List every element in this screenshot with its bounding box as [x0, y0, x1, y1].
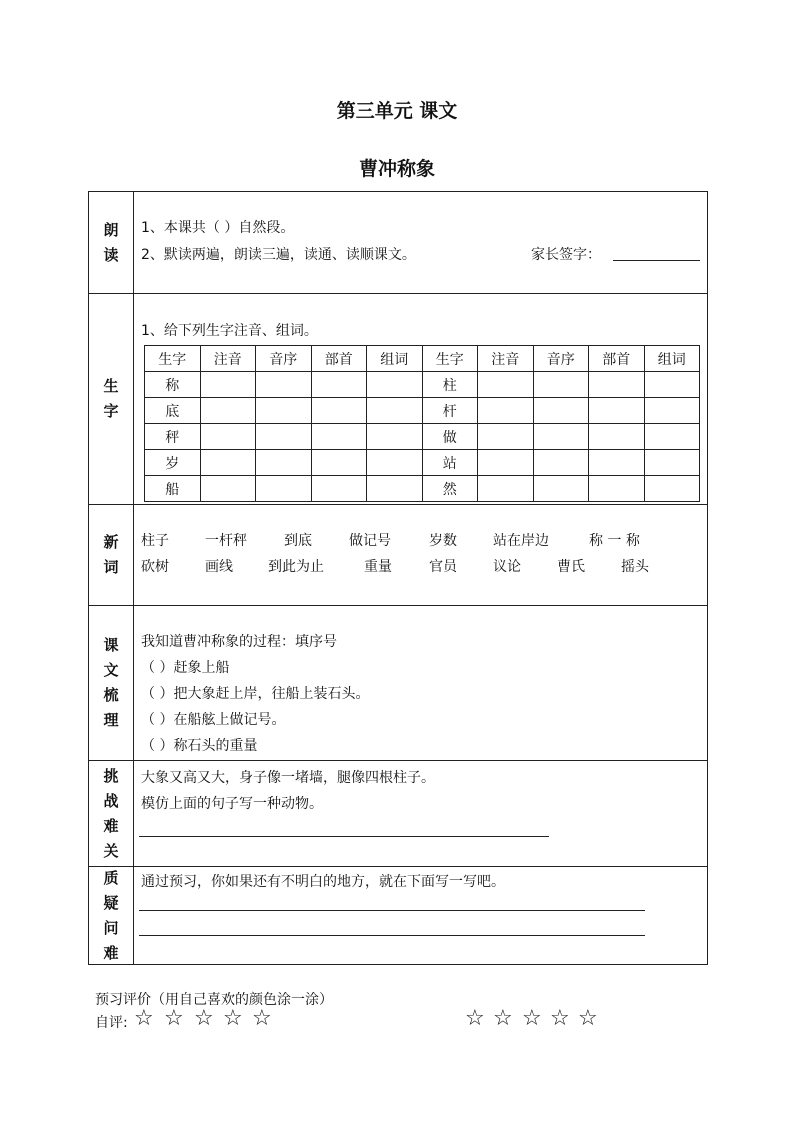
label-char: 文 — [103, 661, 119, 679]
outline-step[interactable]: （ ）在船舷上做记号。 — [141, 712, 286, 728]
grid-cell[interactable] — [533, 398, 589, 424]
questions-label — [89, 867, 134, 964]
unit-title: 第三单元 课文 — [336, 100, 458, 122]
grid-cell[interactable] — [256, 424, 312, 450]
grid-header: 组词 — [367, 346, 423, 372]
outline-label — [89, 606, 134, 760]
grid-cell[interactable] — [367, 476, 423, 502]
grid-cell[interactable] — [200, 372, 256, 398]
grid-cell[interactable] — [200, 450, 256, 476]
grid-header: 音序 — [256, 346, 312, 372]
reading-label — [89, 192, 134, 293]
label-char: 新 — [103, 533, 119, 551]
new-words-section — [89, 505, 707, 606]
word-item: 站在岸边 — [493, 533, 549, 549]
self-evaluation-label: 自评: — [95, 1015, 128, 1031]
grid-cell[interactable] — [256, 398, 312, 424]
label-char: 朗 — [103, 220, 119, 239]
grid-char: 秤 — [145, 424, 201, 450]
characters-label — [89, 294, 134, 504]
grid-header: 注音 — [478, 346, 534, 372]
star-icon[interactable]: ☆ — [164, 1006, 184, 1031]
grid-row — [145, 424, 700, 450]
word-item: 到此为止 — [268, 559, 324, 575]
question-answer-line[interactable] — [139, 935, 645, 936]
grid-cell[interactable] — [589, 476, 645, 502]
star-icon[interactable]: ☆ — [134, 1006, 154, 1031]
grid-row — [145, 398, 700, 424]
grid-cell[interactable] — [256, 372, 312, 398]
grid-cell[interactable] — [311, 476, 367, 502]
grid-char: 然 — [422, 476, 478, 502]
word-item: 画线 — [205, 559, 233, 575]
word-item: 曹氏 — [557, 559, 585, 575]
grid-header: 组词 — [644, 346, 700, 372]
grid-cell[interactable] — [589, 450, 645, 476]
grid-cell[interactable] — [367, 450, 423, 476]
signature-field[interactable] — [613, 260, 700, 261]
outline-intro: 我知道曹冲称象的过程：填序号 — [141, 634, 337, 650]
grid-header: 生字 — [145, 346, 201, 372]
grid-char: 站 — [422, 450, 478, 476]
outline-step[interactable]: （ ）赶象上船 — [141, 660, 230, 676]
word-item: 重量 — [364, 559, 392, 575]
word-item: 官员 — [429, 559, 457, 575]
grid-cell[interactable] — [589, 372, 645, 398]
characters-instruction: 1、给下列生字注音、组词。 — [141, 323, 318, 339]
grid-cell[interactable] — [256, 450, 312, 476]
grid-cell[interactable] — [478, 450, 534, 476]
grid-cell[interactable] — [311, 398, 367, 424]
grid-char: 岁 — [145, 450, 201, 476]
star-icon[interactable]: ☆ — [493, 1006, 513, 1031]
label-char: 理 — [103, 711, 119, 729]
grid-cell[interactable] — [589, 398, 645, 424]
word-item: 砍树 — [141, 559, 169, 575]
grid-cell[interactable] — [478, 424, 534, 450]
challenge-label — [89, 761, 134, 866]
word-item: 议论 — [493, 559, 521, 575]
signature-label: 家长签字： — [531, 247, 601, 263]
grid-header: 部首 — [311, 346, 367, 372]
word-item: 岁数 — [429, 533, 457, 549]
label-char: 问 — [103, 918, 119, 937]
word-item: 称 一 称 — [589, 533, 640, 549]
new-words-label — [89, 505, 134, 605]
grid-char: 船 — [145, 476, 201, 502]
grid-cell[interactable] — [589, 424, 645, 450]
grid-cell[interactable] — [200, 476, 256, 502]
grid-char: 底 — [145, 398, 201, 424]
label-char: 难 — [103, 816, 119, 835]
grid-cell[interactable] — [478, 476, 534, 502]
grid-cell[interactable] — [200, 424, 256, 450]
lesson-title: 曹冲称象 — [358, 158, 435, 180]
label-char: 生 — [103, 377, 119, 395]
word-item: 到底 — [284, 533, 312, 549]
grid-cell[interactable] — [311, 424, 367, 450]
reading-section — [89, 192, 707, 294]
grid-cell[interactable] — [533, 424, 589, 450]
grid-cell[interactable] — [644, 450, 700, 476]
word-item: 一杆秤 — [205, 533, 247, 549]
outline-step[interactable]: （ ）把大象赶上岸，往船上装石头。 — [141, 686, 370, 702]
grid-cell[interactable] — [644, 424, 700, 450]
grid-header: 注音 — [200, 346, 256, 372]
label-char: 挑 — [103, 766, 119, 785]
label-char: 课 — [103, 636, 119, 654]
grid-cell[interactable] — [311, 450, 367, 476]
word-item: 摇头 — [621, 559, 649, 575]
label-char: 字 — [103, 402, 119, 420]
label-char: 疑 — [103, 893, 119, 912]
grid-row — [145, 372, 700, 398]
grid-char: 称 — [145, 372, 201, 398]
star-icon[interactable]: ☆ — [550, 1006, 570, 1031]
grid-char: 柱 — [422, 372, 478, 398]
grid-cell[interactable] — [644, 476, 700, 502]
grid-cell[interactable] — [644, 398, 700, 424]
grid-cell[interactable] — [533, 476, 589, 502]
label-char: 质 — [103, 868, 119, 887]
grid-row — [145, 476, 700, 502]
star-icon[interactable]: ☆ — [252, 1006, 272, 1031]
grid-header: 部首 — [589, 346, 645, 372]
outline-section — [89, 606, 707, 761]
challenge-section — [89, 761, 707, 867]
grid-cell[interactable] — [533, 372, 589, 398]
challenge-sentence: 大象又高又大，身子像一堵墙，腿像四根柱子。 — [141, 770, 435, 786]
question-answer-line[interactable] — [139, 910, 645, 911]
word-item: 柱子 — [141, 533, 169, 549]
grid-char: 做 — [422, 424, 478, 450]
star-icon[interactable]: ☆ — [578, 1006, 598, 1031]
label-char: 关 — [103, 841, 119, 860]
challenge-answer-line[interactable] — [139, 836, 549, 837]
grid-cell[interactable] — [367, 424, 423, 450]
outline-step[interactable]: （ ）称石头的重量 — [141, 738, 258, 754]
grid-cell[interactable] — [533, 450, 589, 476]
label-char: 词 — [103, 558, 119, 576]
grid-char: 杆 — [422, 398, 478, 424]
star-icon[interactable]: ☆ — [465, 1006, 485, 1031]
questions-prompt: 通过预习，你如果还有不明白的地方，就在下面写一写吧。 — [141, 874, 505, 890]
grid-cell[interactable] — [256, 476, 312, 502]
word-item: 做记号 — [349, 533, 391, 549]
grid-cell[interactable] — [311, 372, 367, 398]
reading-instruction: 2、默读两遍，朗读三遍，读通、读顺课文。 — [141, 247, 416, 263]
label-char: 读 — [103, 245, 119, 264]
grid-cell[interactable] — [644, 372, 700, 398]
paragraph-count-question[interactable]: 1、本课共（ ）自然段。 — [141, 220, 295, 236]
label-char: 难 — [103, 943, 119, 962]
label-char: 战 — [103, 791, 119, 810]
grid-row — [145, 450, 700, 476]
evaluation-title: 预习评价（用自己喜欢的颜色涂一涂） — [95, 992, 333, 1008]
characters-grid — [144, 345, 700, 502]
grid-header: 音序 — [533, 346, 589, 372]
star-icon[interactable]: ☆ — [194, 1006, 214, 1031]
challenge-task: 模仿上面的句子写一种动物。 — [141, 796, 323, 812]
grid-cell[interactable] — [200, 398, 256, 424]
questions-section — [89, 867, 707, 964]
worksheet-table — [88, 191, 708, 965]
label-char: 梳 — [103, 686, 119, 704]
grid-cell[interactable] — [367, 398, 423, 424]
grid-cell[interactable] — [478, 372, 534, 398]
grid-header: 生字 — [422, 346, 478, 372]
grid-cell[interactable] — [478, 398, 534, 424]
star-icon[interactable]: ☆ — [522, 1006, 542, 1031]
star-icon[interactable]: ☆ — [223, 1006, 243, 1031]
grid-header-row — [145, 346, 700, 372]
grid-cell[interactable] — [367, 372, 423, 398]
